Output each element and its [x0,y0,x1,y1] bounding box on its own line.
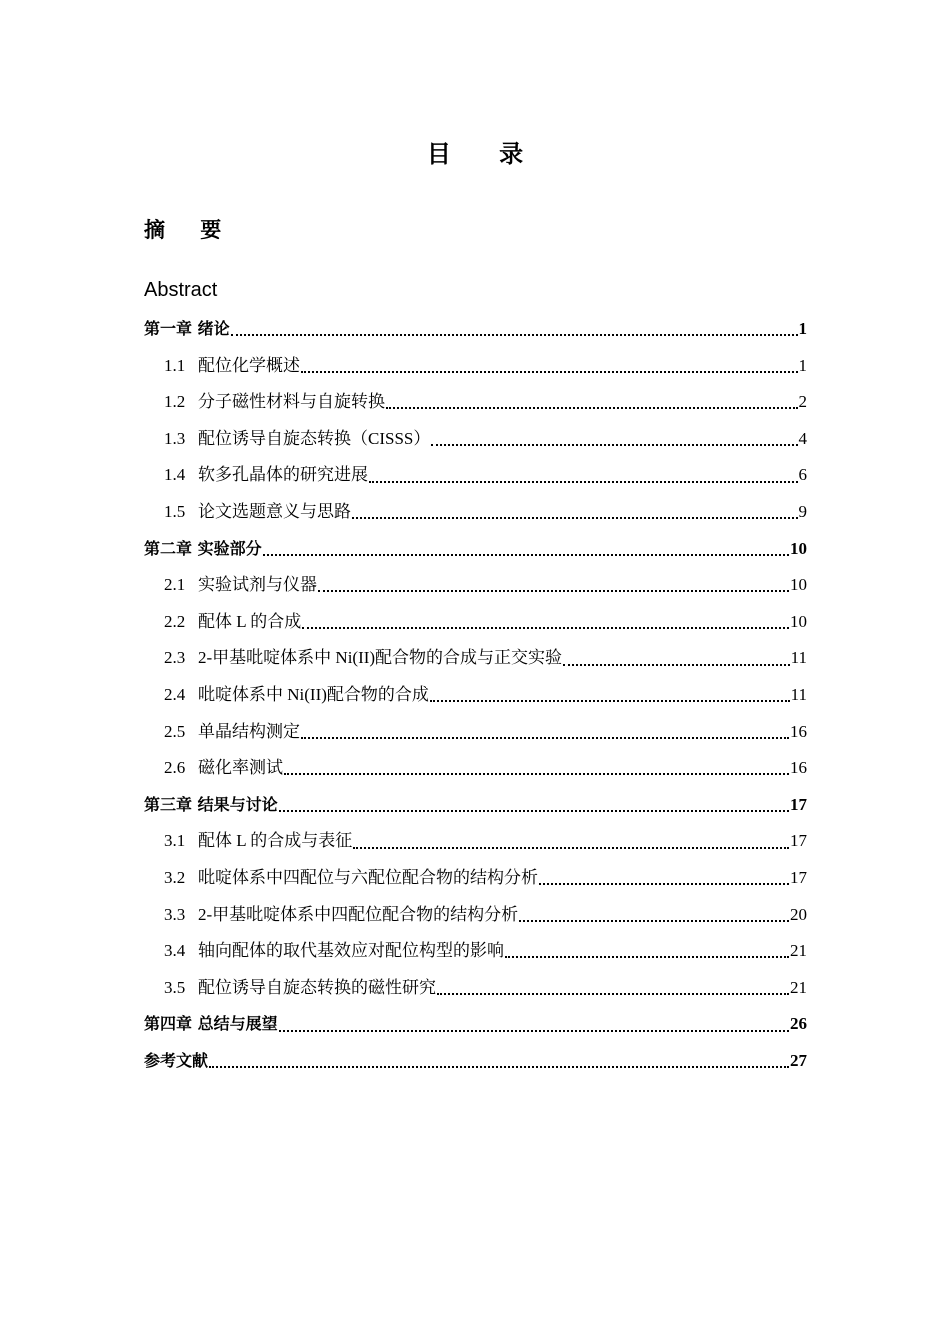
toc-entry-title: 第一章 绪论 [144,319,230,338]
toc-page-number: 9 [798,501,807,521]
toc-entry-number: 2.3 [164,648,186,668]
toc-section-entry[interactable] [144,494,807,531]
toc-entry-title: 配位诱导自旋态转换的磁性研究 [198,977,436,997]
toc-dot-leader [301,371,798,373]
toc-entry-number: 2.2 [164,611,186,631]
toc-entry-title: 单晶结构测定 [198,721,300,741]
toc-section-entry[interactable] [144,604,807,641]
toc-dot-leader [279,1030,789,1032]
toc-page-number: 20 [790,904,807,924]
toc-section-entry[interactable] [144,823,807,860]
toc-dot-leader [231,334,798,336]
toc-entry-number: 1.4 [164,465,186,485]
toc-dot-leader [539,883,789,885]
toc-entry-abstract-en[interactable]: Abstract [144,279,218,301]
toc-section-entry[interactable] [144,457,807,494]
toc-page-number: 11 [790,648,807,668]
toc-entry-title: 第二章 实验部分 [144,538,262,558]
toc-page-number: 10 [790,611,807,631]
toc-dot-leader [386,407,798,409]
toc-chapter-entry[interactable] [144,1043,807,1080]
toc-entry-title: 软多孔晶体的研究进展 [198,465,368,485]
toc-dot-leader [563,664,790,666]
toc-dot-leader [302,627,789,629]
toc-page-number: 17 [790,794,807,814]
toc-dot-leader [353,847,789,849]
toc-entry-number: 3.1 [164,831,186,851]
toc-page-number: 16 [790,721,807,741]
toc-entry-title: 配位诱导自旋态转换（CISSS） [198,428,431,448]
toc-entry-title: 论文选题意义与思路 [198,501,351,521]
toc-chapter-entry[interactable] [144,531,807,568]
toc-page-number: 21 [790,977,807,997]
toc-section-entry[interactable] [144,750,807,787]
toc-page-number: 21 [790,941,807,961]
toc-section-entry[interactable] [144,567,807,604]
toc-page-number: 10 [790,538,807,558]
toc-entry-number: 3.2 [164,867,186,887]
toc-page-number: 6 [798,465,807,485]
toc-page-number: 27 [790,1050,807,1070]
toc-section-entry[interactable] [144,897,807,934]
toc-section-entry[interactable] [144,860,807,897]
toc-list [144,311,807,1079]
toc-entry-number: 2.6 [164,758,186,778]
toc-chapter-entry[interactable] [144,1006,807,1043]
toc-page-number: 2 [798,392,807,412]
toc-entry-number: 2.4 [164,684,186,704]
toc-entry-abstract-cn[interactable]: 摘 要 [144,218,236,242]
toc-entry-title: 分子磁性材料与自旋转换 [198,392,385,412]
toc-page-number: 1 [798,319,807,338]
toc-entry-title: 配位化学概述 [198,355,300,375]
toc-dot-leader [430,700,790,702]
toc-dot-leader [263,554,789,556]
toc-page-number: 11 [790,684,807,704]
toc-entry-title: 磁化率测试 [198,758,283,778]
toc-dot-leader [209,1066,789,1068]
toc-entry-title: 2-甲基吡啶体系中四配位配合物的结构分析 [198,904,519,924]
toc-entry-title: 轴向配体的取代基效应对配位构型的影响 [198,941,504,961]
toc-page-number: 17 [790,831,807,851]
toc-dot-leader [431,444,797,446]
toc-section-entry[interactable] [144,677,807,714]
toc-section-entry[interactable] [144,421,807,458]
toc-page-number: 17 [790,867,807,887]
toc-entry-number: 1.1 [164,355,186,375]
toc-section-entry[interactable] [144,640,807,677]
toc-entry-title: 吡啶体系中四配位与六配位配合物的结构分析 [198,867,538,887]
toc-entry-number: 2.5 [164,721,186,741]
toc-dot-leader [279,810,789,812]
toc-dot-leader [437,993,789,995]
toc-entry-title: 参考文献 [144,1050,209,1070]
toc-section-entry[interactable] [144,714,807,751]
toc-dot-leader [519,920,789,922]
toc-section-entry[interactable] [144,384,807,421]
toc-dot-leader [369,481,798,483]
toc-entry-number: 2.1 [164,575,186,595]
toc-section-entry[interactable] [144,970,807,1007]
toc-entry-number: 1.5 [164,501,186,521]
toc-entry-title: 第四章 总结与展望 [144,1014,278,1034]
toc-chapter-entry[interactable] [144,311,807,348]
toc-entry-title: 2-甲基吡啶体系中 Ni(II)配合物的合成与正交实验 [198,648,563,668]
toc-title: 目 录 [426,140,544,168]
toc-section-entry[interactable] [144,933,807,970]
toc-chapter-entry[interactable] [144,787,807,824]
toc-dot-leader [284,773,789,775]
toc-entry-title: 吡啶体系中 Ni(II)配合物的合成 [198,684,429,704]
toc-page-number: 26 [790,1014,807,1034]
toc-page-number: 16 [790,758,807,778]
toc-entry-number: 1.3 [164,428,186,448]
toc-entry-title: 配体 L 的合成 [198,611,302,631]
toc-section-entry[interactable] [144,348,807,385]
toc-entry-number: 3.4 [164,941,186,961]
toc-entry-title: 配体 L 的合成与表征 [198,831,353,851]
toc-page-number: 4 [798,428,807,448]
toc-entry-number: 1.2 [164,392,186,412]
toc-dot-leader [318,590,789,592]
toc-entry-title: 实验试剂与仪器 [198,575,317,595]
toc-dot-leader [352,517,798,519]
toc-entry-title: 第三章 结果与讨论 [144,794,278,814]
toc-page-number: 1 [798,355,807,375]
toc-dot-leader [505,956,789,958]
toc-page-number: 10 [790,575,807,595]
toc-dot-leader [301,737,789,739]
toc-entry-number: 3.5 [164,977,186,997]
toc-entry-number: 3.3 [164,904,186,924]
